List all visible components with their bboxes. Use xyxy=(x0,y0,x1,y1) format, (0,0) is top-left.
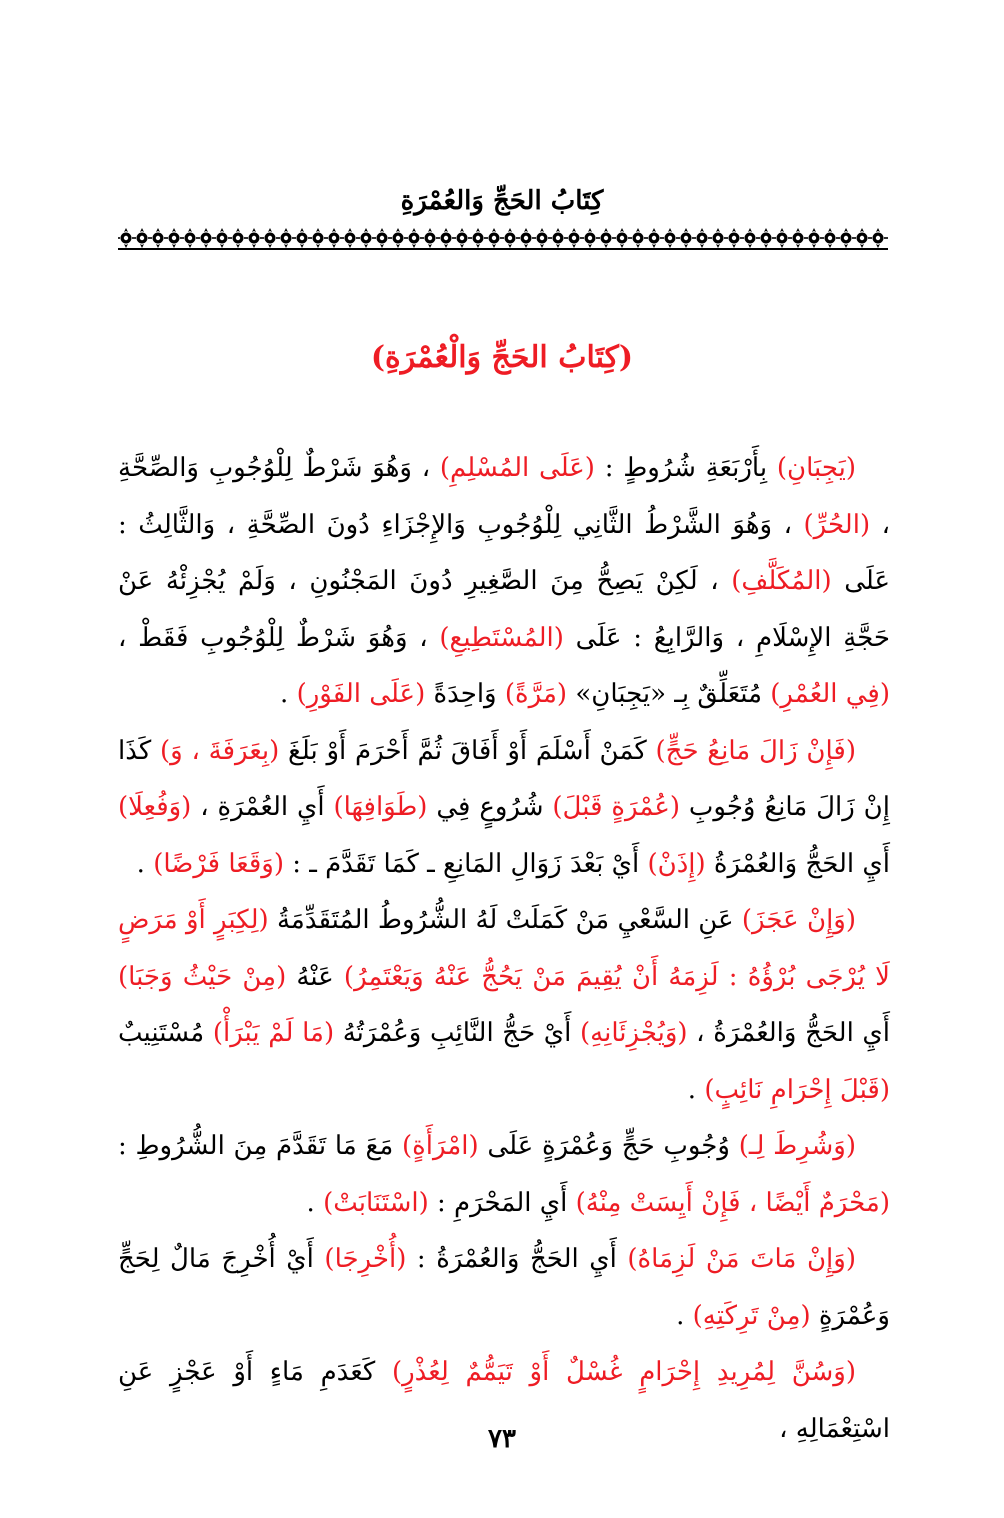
chapter-title: (كِتَابُ الحَجِّ وَالْعُمْرَةِ) xyxy=(370,340,634,375)
page-number: ٧٣ xyxy=(488,1424,516,1454)
commentary-text: شُرُوعٍ فِي xyxy=(427,792,553,822)
matn-text: (الحُرِّ) xyxy=(803,509,871,540)
matn-text: (وَفُعِلَا) xyxy=(118,792,192,822)
commentary-text: عَنِ السَّعْيِ مَنْ كَمَلَتْ لَهُ الشُّرُوطُ المُتَقَدِّمَةُ xyxy=(268,905,742,935)
matn-text: (قَبْلَ إِحْرَامِ نَائِبٍ) xyxy=(704,1074,890,1105)
matn-text: (مِنْ حَيْثُ وَجَبَا) xyxy=(118,961,287,992)
commentary-text: . xyxy=(280,679,297,709)
matn-text: (وَشُرِطَ لِـ) xyxy=(738,1131,856,1161)
commentary-text: أَيْ بَعْدَ زَوَالِ المَانِعِ ـ كَمَا تَقَدَّمَ ـ : xyxy=(283,848,648,879)
commentary-text: كَعَدَمِ مَاءٍ أَوْ عَجْزٍ عَنِ اسْتِعْمَالِهِ ، xyxy=(118,1357,890,1444)
paragraph xyxy=(118,1118,890,1231)
commentary-text: . xyxy=(687,1074,705,1105)
commentary-text: . xyxy=(676,1300,693,1331)
paragraph xyxy=(118,440,890,723)
commentary-text: أَيْ حَجُّ النَّائِبِ وَعُمْرَتُهُ xyxy=(334,1018,580,1048)
commentary-text: عَنْهُ xyxy=(286,961,344,992)
matn-text: (مِنْ تَرِكَتِهِ) xyxy=(692,1300,811,1331)
paragraph xyxy=(118,892,890,1118)
commentary-text: مُسْتَنِيبٌ xyxy=(118,1018,213,1048)
matn-text: (وَإِنْ عَجَزَ) xyxy=(741,905,856,935)
commentary-text: أَيِ الحَجُّ وَالعُمْرَةُ ، xyxy=(687,1018,890,1048)
matn-text: (المُسْتَطِيعِ) xyxy=(439,622,564,653)
commentary-text: أَيِ المَحْرَمِ : xyxy=(428,1187,576,1218)
matn-text: (فِي العُمْرِ) xyxy=(770,679,890,709)
matn-text: (عَلَى المُسْلِمِ) xyxy=(439,453,595,483)
commentary-text: أَيْ أُخْرِجَ مَالٌ لِحَجٍّ وَعُمْرَةٍ xyxy=(118,1244,890,1331)
matn-text: (وَإِنْ مَاتَ مَنْ لَزِمَاهُ) xyxy=(627,1244,856,1274)
matn-text: (وَقَعَا فَرْضًا) xyxy=(153,848,284,879)
commentary-text: مَعَ مَا تَقَدَّمَ مِنَ الشُّرُوطِ : xyxy=(118,1131,403,1161)
matn-text: (مَرَّةً) xyxy=(504,679,568,709)
commentary-text: كَمَنْ أَسْلَمَ أَوْ أَفَاقَ ثُمَّ أَحْرَمَ أَوْ بَلَغَ xyxy=(279,735,656,766)
matn-text: (مَا لَمْ يَبْرَأْ) xyxy=(212,1018,335,1048)
matn-text: (أُخْرِجَا) xyxy=(324,1244,407,1274)
body-text xyxy=(118,440,890,1457)
commentary-text: ، لَكِنْ يَصِحُّ مِنَ الصَّغِيرِ دُونَ المَجْنُونِ ، وَلَمْ يُجْزِئْهُ عَنْ حَجَّةِ الإِسْلَامِ ، وَالرَّابِعُ : عَلَى xyxy=(118,566,890,653)
commentary-text: وَاحِدَةً xyxy=(425,679,505,709)
commentary-text: . xyxy=(306,1187,324,1218)
running-header-title: كِتَابُ الحَجِّ وَالعُمْرَةِ xyxy=(400,186,604,216)
matn-text: (وَسُنَّ لِمُرِيدِ إِحْرَامٍ غُسْلٌ أَوْ تَيَمُّمٌ لِعُذْرٍ) xyxy=(391,1357,857,1387)
matn-text: (طَوَافِهَا) xyxy=(333,792,428,822)
commentary-text: مُتَعَلِّقٌ بِـ «يَجِبَانِ» xyxy=(567,679,771,709)
matn-text: (يَجِبَانِ) xyxy=(776,453,856,483)
commentary-text: وُجُوبِ حَجٍّ وَعُمْرَةٍ عَلَى xyxy=(478,1131,739,1161)
paragraph xyxy=(118,1231,890,1344)
commentary-text: كَذَا إِنْ زَالَ مَانِعُ وُجُوبِ xyxy=(118,735,890,822)
matn-text: (عَلَى الفَوْرِ) xyxy=(296,679,426,709)
matn-text: (امْرَأَةٍ) xyxy=(402,1131,479,1161)
commentary-text: ، وَهُوَ شَرْطٌ لِلْوُجُوبِ فَقَطْ ، xyxy=(118,622,440,653)
commentary-text: ، وَهُوَ شَرْطٌ لِلْوُجُوبِ وَالصِّحَّةِ ، xyxy=(118,453,891,540)
commentary-text: ، وَهُوَ الشَّرْطُ الثَّانِي لِلْوُجُوبِ وَالإِجْزَاءِ دُونَ الصِّحَّةِ ، وَالثَّالِثُ : عَلَى xyxy=(118,509,890,596)
matn-text: (إِذَنْ) xyxy=(647,848,706,879)
matn-text: (لِكِبَرٍ أَوْ مَرَضٍ لَا يُرْجَى بُرْؤُهُ : لَزِمَهُ أَنْ يُقِيمَ مَنْ يَحُجُّ عَنْهُ وَيَعْتَمِرُ) xyxy=(118,905,890,992)
commentary-text: . xyxy=(136,848,154,879)
matn-text: (مَحْرَمٌ أَيْضًا ، فَإِنْ أَيِسَتْ مِنْهُ) xyxy=(575,1187,890,1218)
matn-text: (فَإِنْ زَالَ مَانِعُ حَجٍّ) xyxy=(655,735,856,766)
commentary-text: أَيِ الحَجُّ وَالعُمْرَةُ xyxy=(705,848,890,879)
commentary-text: أَيِ الحَجُّ وَالعُمْرَةُ : xyxy=(406,1244,628,1274)
matn-text: (اسْتَنَابَتْ) xyxy=(323,1187,429,1218)
matn-text: (بِعَرَفَةَ ، وَ) xyxy=(160,735,280,766)
commentary-text: أَيِ العُمْرَةِ ، xyxy=(191,792,334,822)
paragraph xyxy=(118,723,890,893)
matn-text: (عُمْرَةٍ قَبْلَ) xyxy=(552,792,681,822)
matn-text: (المُكَلَّفِ) xyxy=(731,566,832,596)
commentary-text: بِأَرْبَعَةِ شُرُوطٍ : xyxy=(594,453,777,483)
decorative-ornament-border xyxy=(118,226,888,250)
matn-text: (وَيُجْزِئَانِهِ) xyxy=(580,1018,688,1048)
